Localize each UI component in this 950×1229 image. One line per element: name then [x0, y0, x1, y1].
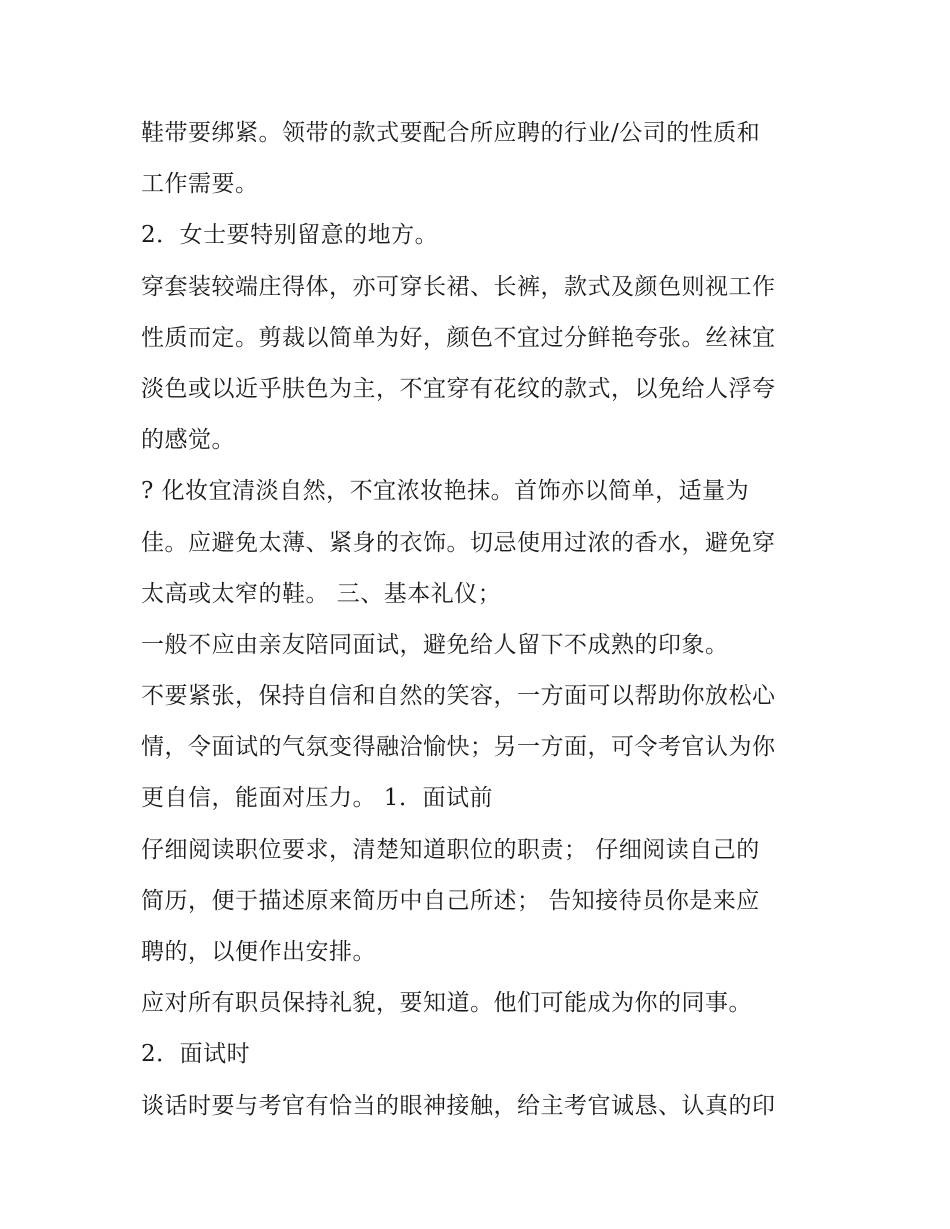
text-line: 的感觉。 [141, 427, 235, 454]
text-line: 淡色或以近乎肤色为主，不宜穿有花纹的款式，以免给人浮夸 [141, 375, 776, 402]
text-line: 仔细阅读职位要求，清楚知道职位的职责； 仔细阅读自己的 [141, 836, 760, 863]
text-line: 更自信，能面对压力。 1．面试前 [141, 785, 493, 812]
text-line: 聘的，以便作出安排。 [141, 939, 376, 965]
text-line: 简历，便于描述原来简历中自己所述； 告知接待员你是来应 [141, 887, 760, 914]
text-line: ? 化妆宜清淡自然，不宜浓妆艳抹。首饰亦以简单，适量为 [141, 478, 750, 505]
text-line: 太高或太窄的鞋。 三、基本礼仪； [141, 580, 502, 607]
text-line: 佳。应避免太薄、紧身的衣饰。切忌使用过浓的香水，避免穿 [141, 529, 776, 556]
text-line: 不要紧张，保持自信和自然的笑容，一方面可以帮助你放松心 [141, 683, 776, 710]
text-line: 2．面试时 [141, 1041, 251, 1068]
document-body-text [141, 108, 821, 1132]
text-line: 谈话时要与考官有恰当的眼神接触，给主考官诚恳、认真的印 [141, 1092, 776, 1119]
text-line: 情，令面试的气氛变得融洽愉快；另一方面，可令考官认为你 [141, 734, 776, 761]
text-line: 工作需要。 [141, 171, 259, 198]
text-line: 应对所有职员保持礼貌，要知道。他们可能成为你的同事。 [141, 990, 752, 1017]
text-line: 一般不应由亲友陪同面试，避免给人留下不成熟的印象。 [141, 631, 729, 658]
text-line: 鞋带要绑紧。领带的款式要配合所应聘的行业/公司的性质和 [141, 120, 761, 146]
text-line: 性质而定。剪裁以简单为好，颜色不宜过分鲜艳夸张。丝袜宜 [141, 324, 776, 351]
text-line: 穿套装较端庄得体，亦可穿长裙、长裤，款式及颜色则视工作 [141, 273, 776, 300]
text-line: 2．女士要特别留意的地方。 [141, 222, 439, 249]
